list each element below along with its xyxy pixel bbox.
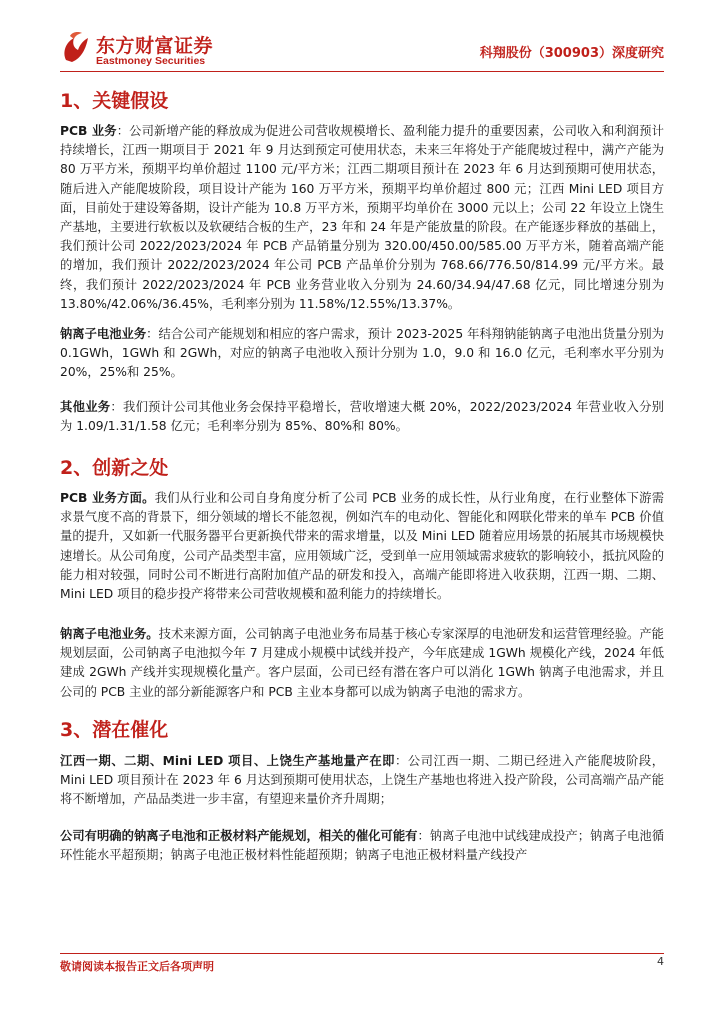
paragraph-body: ：钠离子电池中试线建成投产；钠离子电池循环性能水平超预期；钠离子电池正极材料性能超预期；钠离子电池正极材料量产线投产: [60, 829, 664, 863]
paragraph-body: ：公司新增产能的释放成为促进公司营收规模增长、盈利能力提升的重要因素，公司收入和利润预计持续增长，江西一期项目于 2021 年 9 月达到预定可使用状态，未来三年将处于产能爬坡过程中，满产产能为 80 万平方米，预期平均单价超过 1100 元/平方米；江西二期项目预计在 2023 年 6 月达到预期可使用状态，随后进入产能爬坡阶段，项目设计产能为 160 万平方米，预期平均单价超过 800 元；江西 Mini LED 项目方面，目前处于建设筹备期，设计产能为 10.8 万平方米，预期平均单价在 3000 元以上；公司 22 年设立上饶生产基地，主要进行软板以及软硬结合板的生产，23 年和 24 年是产能放量的阶段。在产能逐步释放的基础上，我们预计公司 2022/2023/2024 年 PCB 产品销量分别为 320.00/450.00/585.00 万平方米，随着高端产能的增加，我们预计 2022/2023/2024 年公司 PCB 产品单价分别为 768.66/776.50/814.99 元/平方米。最终，我们预计 2022/2023/2024 年 PCB 业务营业收入分别为 24.60/34.94/47.68 亿元，同比增速分别为 13.80%/42.06%/36.45%，毛利率分别为 11.58%/12.55%/13.37%。: [60, 124, 664, 311]
eastmoney-logo-icon: [60, 30, 90, 64]
paragraph-pcb-innovation: [60, 489, 664, 604]
paragraph-body: 技术来源方面，公司钠离子电池业务布局基于核心专家深厚的电池研发和运营管理经验。产能规划层面，公司钠离子电池拟今年 7 月建成小规模中试线并投产，今年底建成 1GWh 规模化产线，2024 年低建成 2GWh 产线并实现规模化量产。客户层面，公司已经有潜在客户可以消化 1GWh 钠离子电池需求，并且公司的 PCB 主业的部分新能源客户和 PCB 主业本身都可以成为钠离子电池的需求方。: [60, 627, 664, 699]
paragraph-lead: PCB 业务方面。: [60, 491, 155, 505]
report-tag: 科翔股份（300903）深度研究: [479, 46, 664, 61]
paragraph-sodium-ion-business: [60, 325, 664, 383]
paragraph-body: ：结合公司产能规划和相应的客户需求，预计 2023-2025 年科翔钠能钠离子电池出货量分别为 0.1GWh，1GWh 和 2GWh，对应的钠离子电池收入预计分别为 1.0，9.0 和 16.0 亿元，毛利率水平分别为 20%，25%和 25%。: [60, 327, 664, 380]
paragraph-capacity-catalyst: [60, 752, 664, 810]
header-divider: [60, 71, 664, 72]
paragraph-body: ：公司江西一期、二期已经进入产能爬坡阶段，Mini LED 项目预计在 2023 年 6 月达到预期可使用状态，上饶生产基地也将进入投产阶段，公司高端产品产能将不断增加，产品品类进一步丰富，有望迎来量价齐升周期；: [60, 754, 664, 807]
paragraph-lead: PCB 业务: [60, 124, 117, 138]
paragraph-other-business: [60, 398, 664, 436]
paragraph-sodium-ion-catalyst: [60, 827, 664, 865]
section-title-innovation: 2、创新之处: [60, 457, 169, 479]
footer-divider: [60, 953, 664, 954]
page-number: 4: [657, 955, 664, 968]
logo-english-name: Eastmoney Securities: [96, 55, 206, 67]
paragraph-lead: 公司有明确的钠离子电池和正极材料产能规划，相关的催化可能有: [60, 829, 418, 843]
footer-disclaimer: 敬请阅读本报告正文后各项声明: [60, 960, 214, 973]
section-title-catalysts: 3、潜在催化: [60, 719, 169, 741]
paragraph-pcb-business: [60, 122, 664, 314]
paragraph-body: 我们从行业和公司自身角度分析了公司 PCB 业务的成长性，从行业角度，在行业整体下游需求景气度不高的背景下，细分领域的增长不能忽视，例如汽车的电动化、智能化和网联化带来的单车 PCB 价值量的提升，又如新一代服务器平台更新换代带来的需求增量，以及 Mini LED 随着应用场景的拓展其市场规模快速增长。从公司角度，公司产品类型丰富，应用领域广泛，受到单一应用领域需求疲软的影响较小，抵抗风险的能力相对较强，同时公司不断进行高附加值产品的研发和投入，高端产能即将进入收获期，江西一期、二期、Mini LED 项目的稳步投产将带来公司营收规模和盈利能力的持续增长。: [60, 491, 664, 602]
paragraph-lead: 钠离子电池业务。: [60, 627, 159, 641]
paragraph-lead: 江西一期、二期、Mini LED 项目、上饶生产基地量产在即: [60, 754, 396, 768]
paragraph-lead: 其他业务: [60, 400, 111, 414]
page-header: [60, 28, 664, 72]
section-title-key-assumptions: 1、关键假设: [60, 90, 169, 112]
paragraph-body: ：我们预计公司其他业务会保持平稳增长，营收增速大概 20%，2022/2023/2024 年营业收入分别为 1.09/1.31/1.58 亿元；毛利率分别为 85%、80%和 80%。: [60, 400, 664, 434]
logo-chinese-name: 东方财富证券: [96, 35, 214, 57]
paragraph-lead: 钠离子电池业务: [60, 327, 147, 341]
paragraph-sodium-ion-innovation: [60, 625, 664, 702]
